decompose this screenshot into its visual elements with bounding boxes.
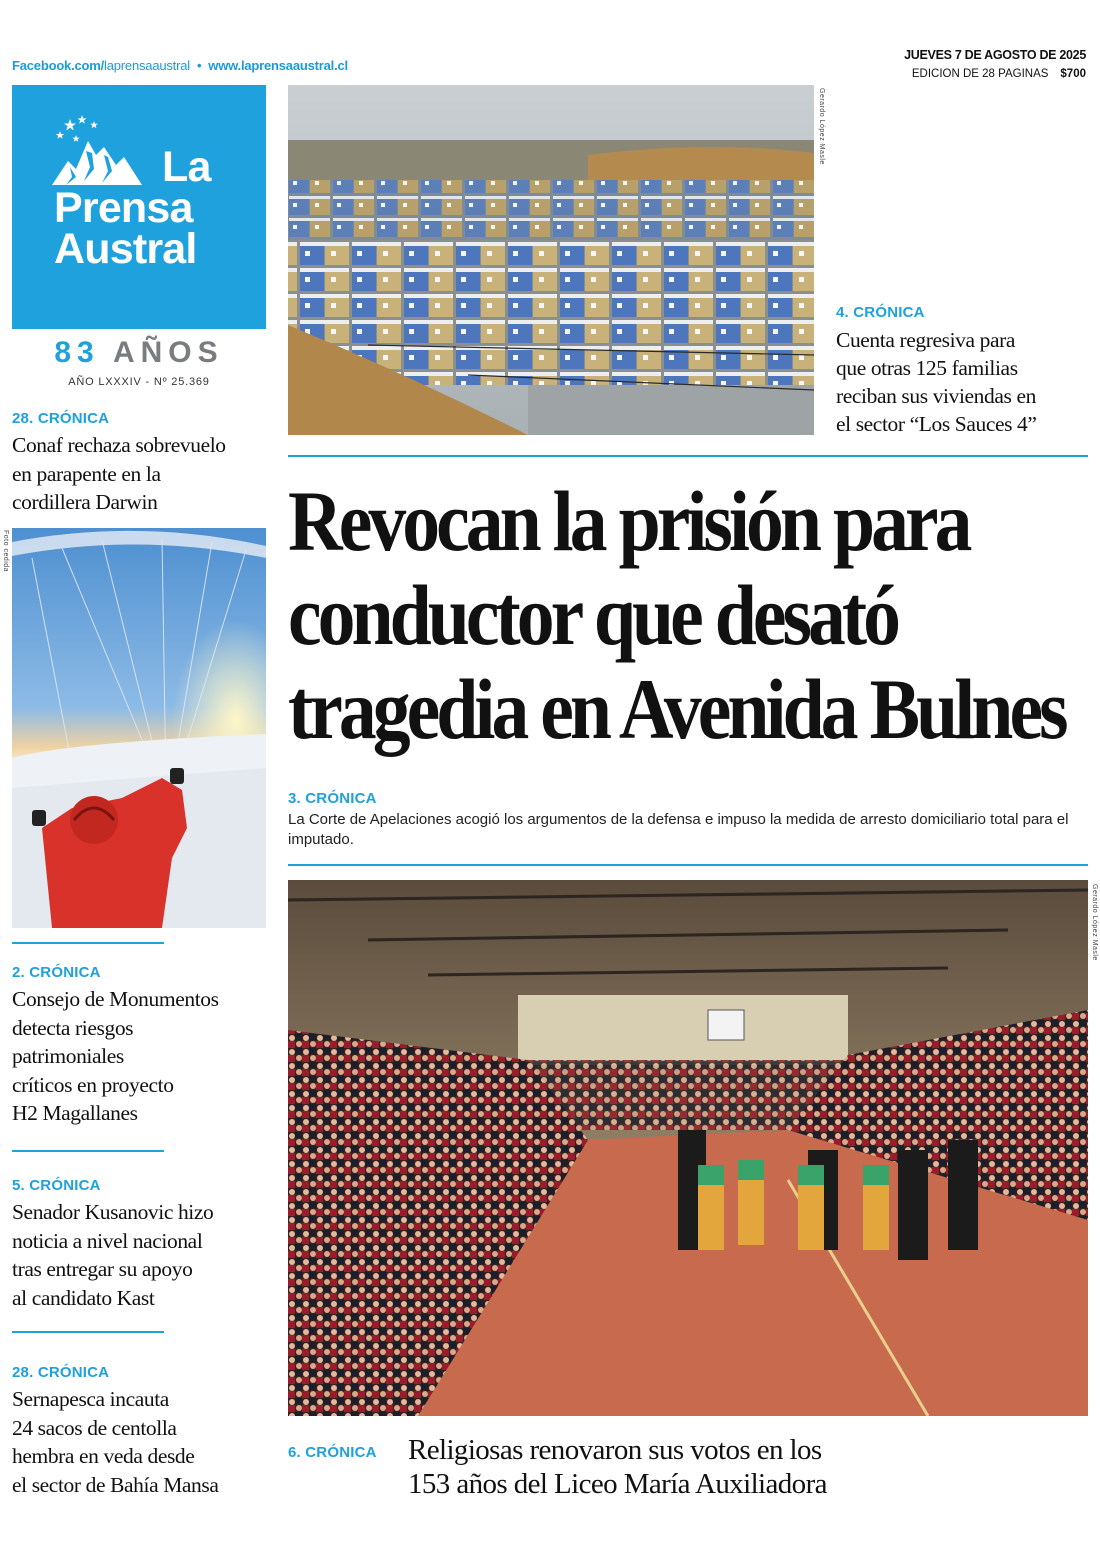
headline-line: cordillera Darwin <box>12 490 158 514</box>
headline-line: el sector de Bahía Mansa <box>12 1472 219 1497</box>
anniversary-number: 83 <box>54 336 100 369</box>
headline-line: que otras 125 familias <box>836 356 1018 380</box>
sidebar-story-2-headline[interactable] <box>12 985 274 1128</box>
sidebar-story-2-kicker[interactable]: 2. CRÓNICA <box>12 964 101 981</box>
headline-line: Cuenta regresiva para <box>836 328 1016 352</box>
headline-line: tragedia en Avenida Bulnes <box>288 661 1065 757</box>
headline-line: Religiosas renovaron sus votos en los <box>408 1434 822 1466</box>
top-story-headline[interactable] <box>836 326 1086 438</box>
separator-dot: • <box>196 58 202 73</box>
issue-number: AÑO LXXXIV - Nº 25.369 <box>68 376 210 388</box>
masthead-logo[interactable] <box>12 85 266 329</box>
page-count: EDICION DE 28 PAGINAS <box>911 68 1049 80</box>
section-divider <box>288 455 1088 457</box>
paraglider-image <box>12 528 266 928</box>
bottom-story-headline[interactable] <box>408 1433 1088 1501</box>
headline-line: Conaf rechaza sobrevuelo <box>12 433 226 457</box>
logo-line-austral: Austral <box>54 225 197 273</box>
website-link[interactable]: www.laprensaaustral.cl <box>208 58 348 73</box>
headline-line: 24 sacos de centolla <box>12 1415 177 1440</box>
ceremony-photo-credit: Gerardo López Masle <box>1091 884 1098 961</box>
headline-line: en parapente en la <box>12 461 161 486</box>
headline-line: patrimoniales <box>12 1044 124 1068</box>
main-story-kicker[interactable]: 3. CRÓNICA <box>288 790 377 807</box>
facebook-link[interactable]: Facebook.com/laprensaaustral <box>12 58 190 73</box>
headline-line: Senador Kusanovic hizo <box>12 1200 214 1224</box>
headline-line: al candidato Kast <box>12 1285 155 1310</box>
headline-line: detecta riesgos <box>12 1015 134 1040</box>
headline-line: conductor que desató <box>288 567 897 663</box>
headline-line: H2 Magallanes <box>12 1101 138 1125</box>
headline-line: Consejo de Monumentos <box>12 987 219 1011</box>
top-links <box>12 58 348 73</box>
bottom-story-kicker[interactable]: 6. CRÓNICA <box>288 1444 377 1461</box>
headline-line: 153 años del Liceo María Auxiliadora <box>408 1468 827 1500</box>
section-divider <box>288 864 1088 866</box>
sidebar-divider <box>12 942 164 944</box>
anniversary-word: AÑOS <box>112 336 224 369</box>
headline-line: hembra en veda desde <box>12 1444 195 1468</box>
sidebar-story-4-kicker[interactable]: 28. CRÓNICA <box>12 1364 110 1381</box>
housing-photo-credit: Gerardo López Masle <box>818 88 825 165</box>
main-story-deck: La Corte de Apelaciones acogió los argumentos de la defensa e impuso la medida de arresto domiciliario total para el imputado. <box>288 811 1069 848</box>
headline-line: noticia a nivel nacional <box>12 1228 203 1253</box>
headline-line: reciban sus viviendas en <box>836 384 1036 408</box>
housing-image <box>288 85 814 435</box>
headline-line: Revocan la prisión para <box>288 473 969 569</box>
sidebar-story-1-headline[interactable] <box>12 431 274 517</box>
logo-wordmark <box>54 143 211 273</box>
sidebar-divider <box>12 1150 164 1152</box>
sidebar-divider <box>12 1331 164 1333</box>
sidebar-story-3-headline[interactable] <box>12 1198 274 1312</box>
logo-line-prensa: Prensa <box>54 184 193 232</box>
ceremony-photo[interactable] <box>288 880 1088 1416</box>
edition-info <box>912 68 1086 80</box>
sidebar-story-3-kicker[interactable]: 5. CRÓNICA <box>12 1177 101 1194</box>
headline-line: el sector “Los Sauces 4” <box>836 412 1037 436</box>
headline-line: críticos en proyecto <box>12 1072 174 1097</box>
price: $700 <box>1060 68 1086 80</box>
issue-date: JUEVES 7 DE AGOSTO DE 2025 <box>904 48 1086 62</box>
sidebar-photo-credit: Foto cedida <box>2 530 9 573</box>
ceremony-image <box>288 880 1088 1416</box>
headline-line: Sernapesca incauta <box>12 1387 169 1411</box>
logo-line-la: La <box>162 143 211 191</box>
paraglider-photo[interactable] <box>12 528 266 928</box>
sidebar-story-1-kicker[interactable]: 28. CRÓNICA <box>12 410 110 427</box>
anniversary-badge <box>12 336 266 370</box>
headline-line: tras entregar su apoyo <box>12 1257 193 1281</box>
housing-photo[interactable] <box>288 85 814 435</box>
sidebar-story-4-headline[interactable] <box>12 1385 274 1499</box>
main-headline[interactable] <box>288 473 1065 757</box>
top-story-kicker[interactable]: 4. CRÓNICA <box>836 304 925 321</box>
